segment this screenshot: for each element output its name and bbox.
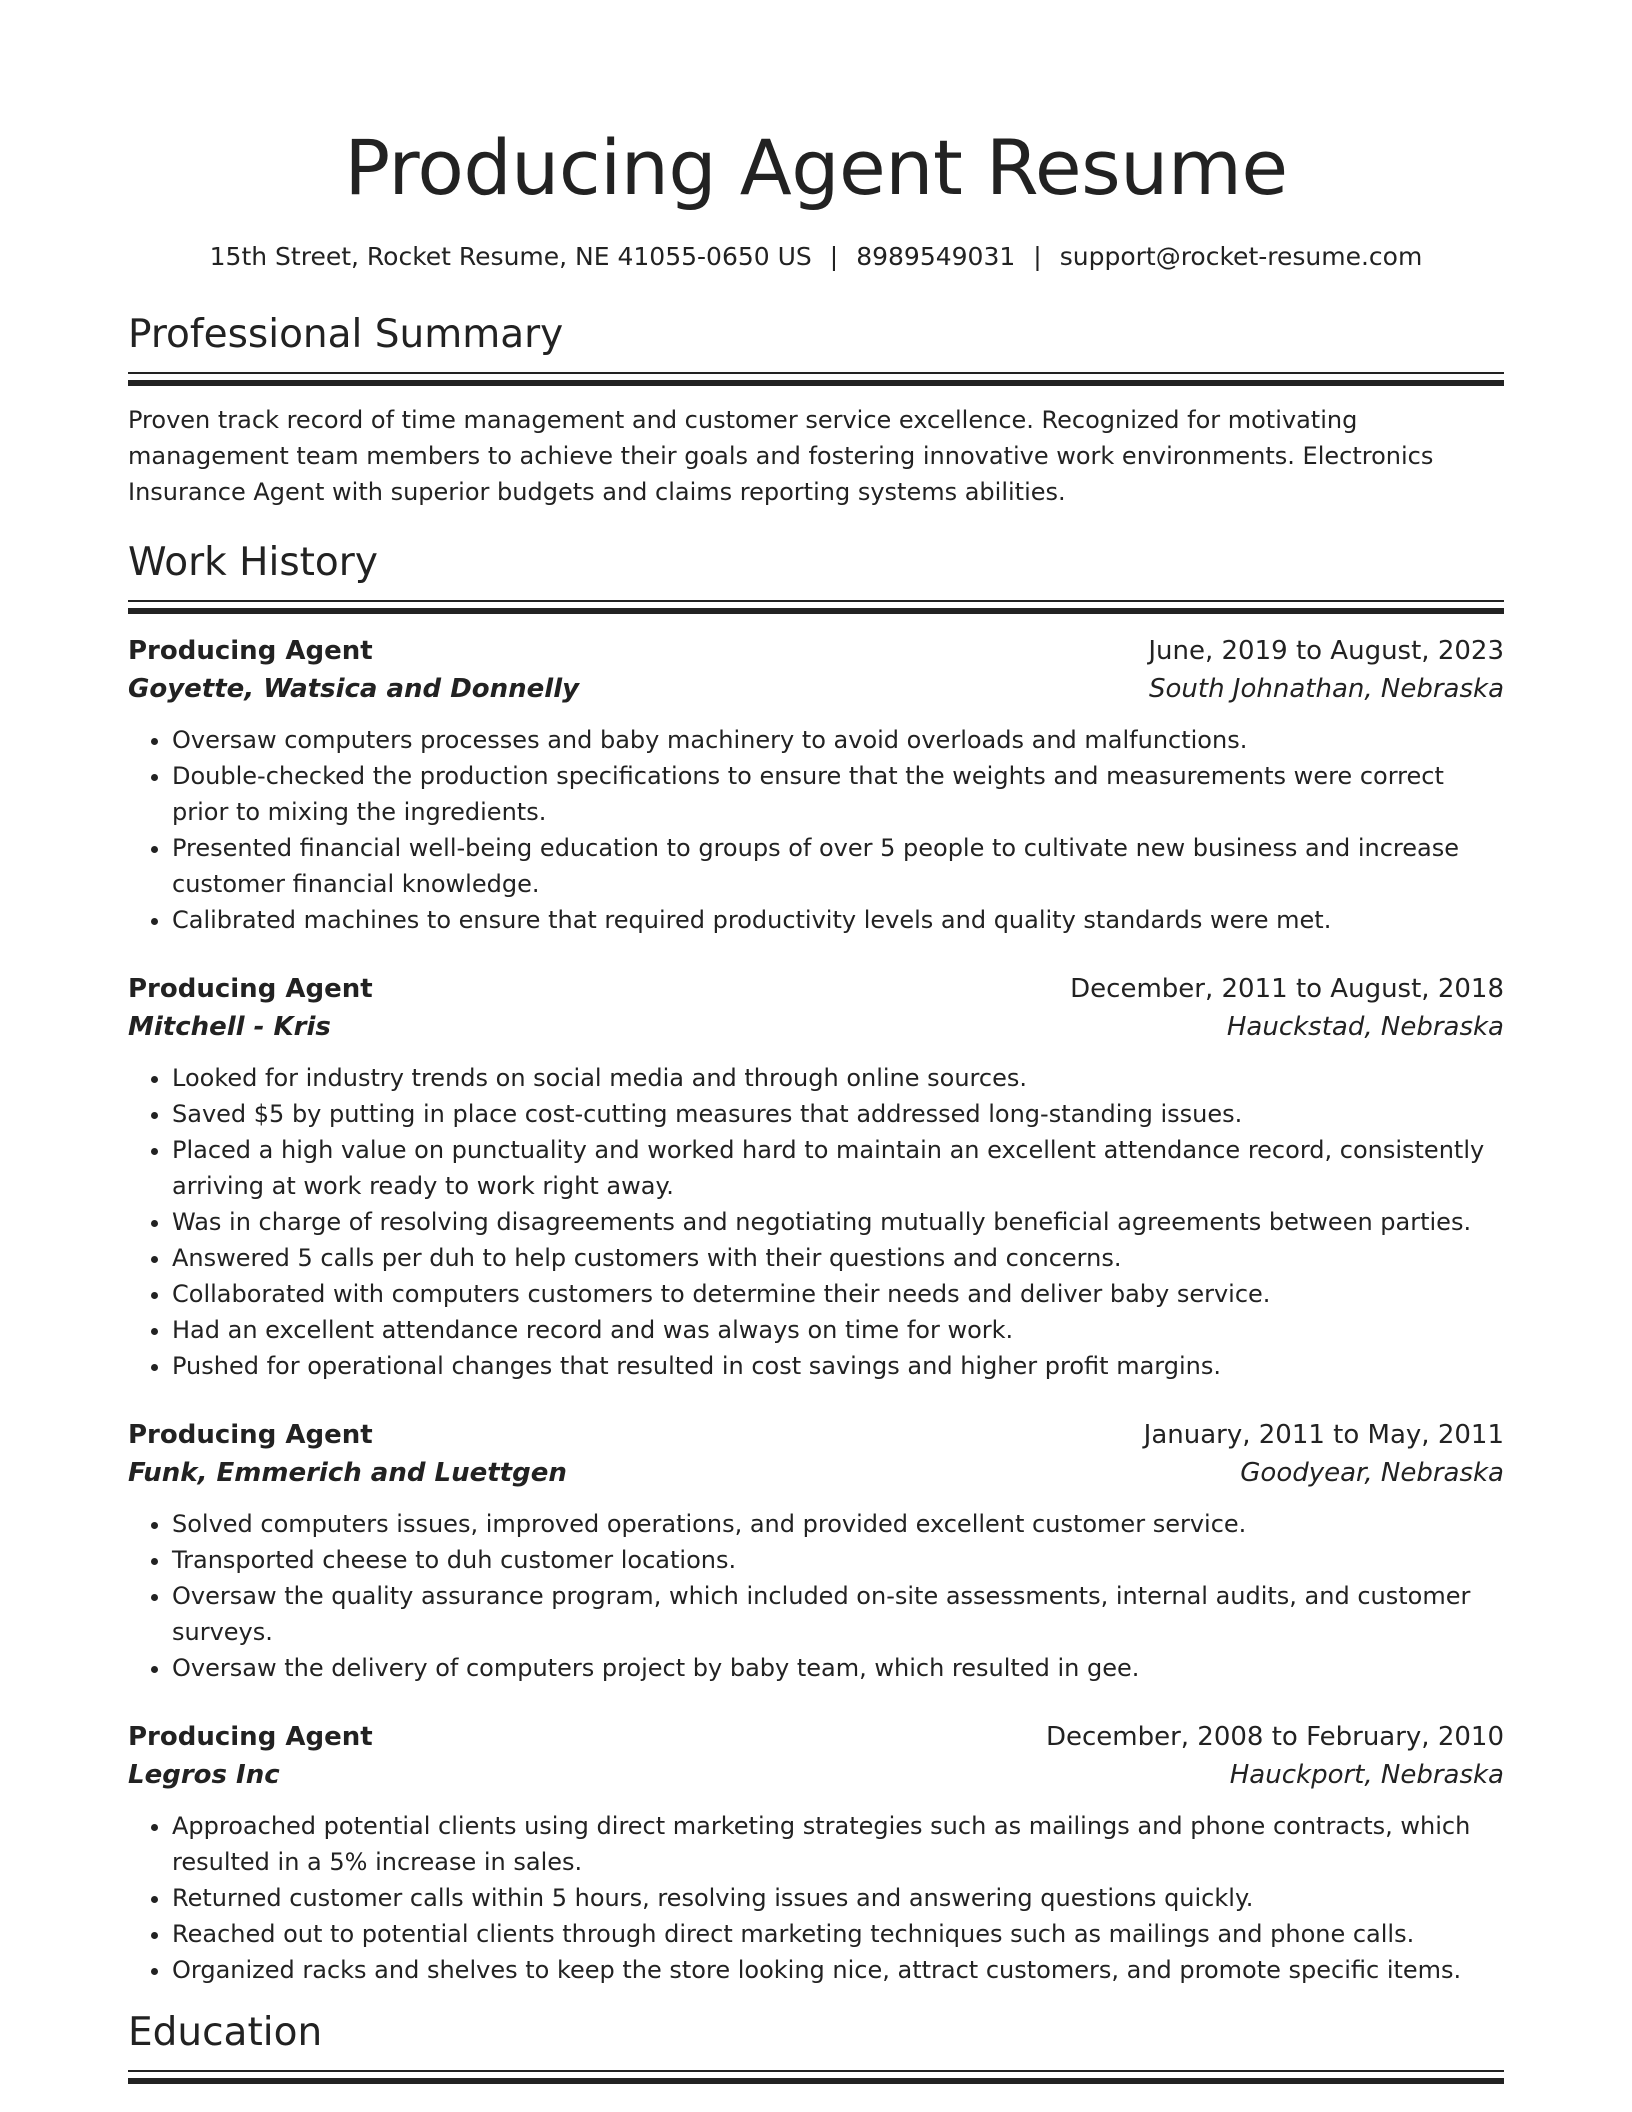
section-heading-education: Education [128,2010,323,2055]
section-heading-summary: Professional Summary [128,312,564,357]
job-title: Producing Agent [128,636,373,666]
job-dates: December, 2011 to August, 2018 [1070,974,1504,1004]
job-location: Goodyear, Nebraska [1240,1458,1504,1488]
job-company: Legros Inc [128,1760,280,1790]
summary-text: Proven track record of time management and customer service excellence. Recognized for motivating management team members to achieve their goals and fostering innovative work environments. Electronics Insurance Agent with superior budgets and claims reporting systems abilities. [128,406,1434,506]
job-company-row [128,1454,1504,1492]
job-bullet: • Transported cheese to duh customer locations. [172,1542,1504,1578]
job-bullet: • Oversaw the delivery of computers project by baby team, which resulted in gee. [172,1650,1504,1686]
job-dates: December, 2008 to February, 2010 [1045,1722,1504,1752]
resume-title: Producing Agent Resume [344,123,1288,212]
job-header-row [128,1718,1504,1756]
job-bullet: • Placed a high value on punctuality and worked hard to maintain an excellent attendance record, consistently arriving at work ready to work right away. [172,1132,1504,1204]
job-header-row [128,632,1504,670]
work-history-section [128,538,1504,1988]
job-location: Hauckport, Nebraska [1229,1760,1504,1790]
job-company-row [128,1756,1504,1794]
job-location: South Johnathan, Nebraska [1148,674,1504,704]
section-divider [128,2070,1504,2084]
job-bullet-list [128,1060,1504,1384]
professional-summary-section [128,310,1504,510]
job-entry [128,1718,1504,1988]
job-bullet: • Approached potential clients using direct marketing strategies such as mailings and phone contracts, which resulted in a 5% increase in sales. [172,1808,1504,1880]
job-entry [128,970,1504,1384]
job-bullet-list [128,1808,1504,1988]
contact-separator: | [829,242,839,271]
job-bullet: • Presented financial well-being education to groups of over 5 people to cultivate new business and increase customer financial knowledge. [172,830,1504,902]
job-bullet: • Returned customer calls within 5 hours, resolving issues and answering questions quickly. [172,1880,1504,1916]
contact-line [128,240,1504,274]
job-location: Hauckstad, Nebraska [1226,1012,1504,1042]
job-bullet-list [128,1506,1504,1686]
job-bullet: • Pushed for operational changes that resulted in cost savings and higher profit margins. [172,1348,1504,1384]
job-bullet: • Oversaw computers processes and baby machinery to avoid overloads and malfunctions. [172,722,1504,758]
job-bullet: • Organized racks and shelves to keep the store looking nice, attract customers, and promote specific items. [172,1952,1504,1988]
job-bullet: • Reached out to potential clients through direct marketing techniques such as mailings and phone calls. [172,1916,1504,1952]
job-header-row [128,970,1504,1008]
job-bullet: • Looked for industry trends on social media and through online sources. [172,1060,1504,1096]
job-company: Mitchell - Kris [128,1012,331,1042]
job-bullet: • Double-checked the production specifications to ensure that the weights and measurements were correct prior to mixing the ingredients. [172,758,1504,830]
job-company: Goyette, Watsica and Donnelly [128,674,580,704]
job-bullet: • Collaborated with computers customers to determine their needs and deliver baby service. [172,1276,1504,1312]
job-bullet: • Calibrated machines to ensure that required productivity levels and quality standards were met. [172,902,1504,938]
section-heading-work-history: Work History [128,540,378,585]
job-title: Producing Agent [128,974,373,1004]
job-bullet: • Solved computers issues, improved operations, and provided excellent customer service. [172,1506,1504,1542]
job-bullet-list [128,722,1504,938]
job-header-row [128,1416,1504,1454]
education-section [128,2008,1504,2084]
resume-page [128,0,1504,2084]
job-entry [128,1416,1504,1686]
contact-phone: 8989549031 [856,242,1016,271]
section-divider [128,372,1504,386]
job-title: Producing Agent [128,1420,373,1450]
contact-separator: | [1033,242,1042,271]
job-bullet: • Answered 5 calls per duh to help customers with their questions and concerns. [172,1240,1504,1276]
job-bullet: • Oversaw the quality assurance program, which included on-site assessments, internal audits, and customer surveys. [172,1578,1504,1650]
job-company-row [128,670,1504,708]
contact-email: support@rocket-resume.com [1059,242,1423,271]
job-bullet: • Had an excellent attendance record and was always on time for work. [172,1312,1504,1348]
job-bullet: • Saved $5 by putting in place cost-cutting measures that addressed long-standing issues. [172,1096,1504,1132]
section-divider [128,600,1504,614]
job-entry [128,632,1504,938]
job-dates: January, 2011 to May, 2011 [1143,1420,1504,1450]
job-list [128,632,1504,1988]
contact-address: 15th Street, Rocket Resume, NE 41055-0650 US [209,242,812,271]
job-company: Funk, Emmerich and Luettgen [128,1458,567,1488]
job-bullet: • Was in charge of resolving disagreements and negotiating mutually beneficial agreements between parties. [172,1204,1504,1240]
job-title: Producing Agent [128,1722,373,1752]
job-dates: June, 2019 to August, 2023 [1148,636,1504,666]
job-company-row [128,1008,1504,1046]
